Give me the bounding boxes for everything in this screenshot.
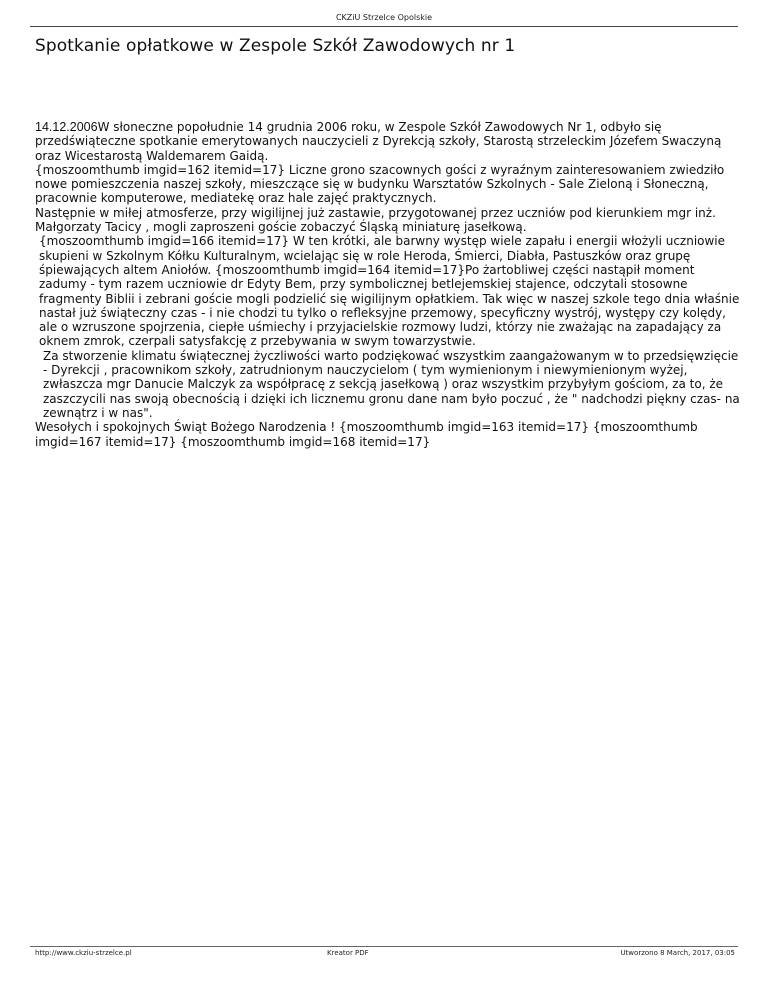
footer-url-link[interactable]: http://www.ckziu-strzelce.pl xyxy=(35,949,132,957)
article-paragraph: Za stworzenie klimatu świątecznej życzliwości warto podziękować wszystkim zaangażowanym w to przedsięwzięcie - Dyrekcji , pracownikom szkoły, zatrudnionym nauczycielom ( tym wymienionym i niewymienionym wyżej, zwłaszcza mgr Danucie Malczyk za współpracę z sekcją jasełkową ) oraz wszystkim przybyłym gościom, za to, że zaszczycili nas swoją obecnością i dzięki ich licznemu gronu dane nam było poczuć , że " nadchodzi piękny czas- na zewnątrz i w nas". xyxy=(43,348,740,420)
article-paragraph-closing: Wesołych i spokojnych Świąt Bożego Narodzenia ! {moszoomthumb imgid=163 itemid=17} {moszoomthumb imgid=167 itemid=17} {moszoomthumb imgid=168 itemid=17} xyxy=(35,420,698,449)
article-paragraph: Następnie w miłej atmosferze, przy wigilijnej już zastawie, przygotowanej przez uczniów pod kierunkiem mgr inż. Małgorzaty Tacicy , mogli zaproszeni goście zobaczyć Śląską miniaturę jasełkową. xyxy=(35,205,716,235)
site-header: CKZiU Strzelce Opolskie xyxy=(335,13,433,22)
article-date: 14.12.2006 xyxy=(35,120,98,134)
article-title: Spotkanie opłatkowe w Zespole Szkół Zawodowych nr 1 xyxy=(35,36,516,56)
header-divider xyxy=(30,26,738,27)
article-body xyxy=(35,120,740,449)
article-paragraph: {moszoomthumb imgid=166 itemid=17} W ten krótki, ale barwny występ wiele zapału i energii włożyli uczniowie skupieni w Szkolnym Kółku Kulturalnym, wcielając się w role Heroda, Śmierci, Diabła, Pastuszków oraz grupę śpiewających altem Aniołów. {moszoomthumb imgid=164 itemid=17}Po żartobliwej części nastąpił moment zadumy - tym razem uczniowie dr Edyty Bem, przy symbolicznej betlejemskiej stajence, odczytali stosowne fragmenty Biblii i zebrani goście mogli podzielić się wigilijnym opłatkiem. Tak więc w naszej szkole tego dnia właśnie nastał już świąteczny czas - i nie chodzi tu tylko o refleksyjne przemowy, specyficzny wystrój, występy czy kolędy, ale o wzruszone spojrzenia, ciepłe uśmiechy i przyjacielskie rozmowy ludzi, którzy nie zważając na zapadający za oknem zmrok, czerpali satysfakcję z przebywania w swym towarzystwie. xyxy=(39,234,740,349)
article-paragraph: {moszoomthumb imgid=162 itemid=17} Liczne grono szacownych gości z wyraźnym zainteresowaniem zwiedziło nowe pomieszczenia naszej szkoły, mieszczące się w budynku Warsztatów Szkolnych - Sale Zieloną i Słoneczną, pracownie komputerowe, mediatekę oraz hale zajęć praktycznych. xyxy=(35,162,725,206)
footer-divider xyxy=(30,946,738,947)
article-intro-text: W słoneczne popołudnie 14 grudnia 2006 roku, w Zespole Szkół Zawodowych Nr 1, odbyło się przedświąteczne spotkanie emerytowanych nauczycieli z Dyrekcją szkoły, Starostą strzeleckim Józefem Swaczyną oraz Wicestarostą Waldemarem Gaidą. xyxy=(35,120,722,163)
footer-created-timestamp: Utworzono 8 March, 2017, 03:05 xyxy=(620,949,735,957)
article-paragraph-intro xyxy=(35,120,740,163)
footer-creator: Kreator PDF xyxy=(327,949,369,957)
